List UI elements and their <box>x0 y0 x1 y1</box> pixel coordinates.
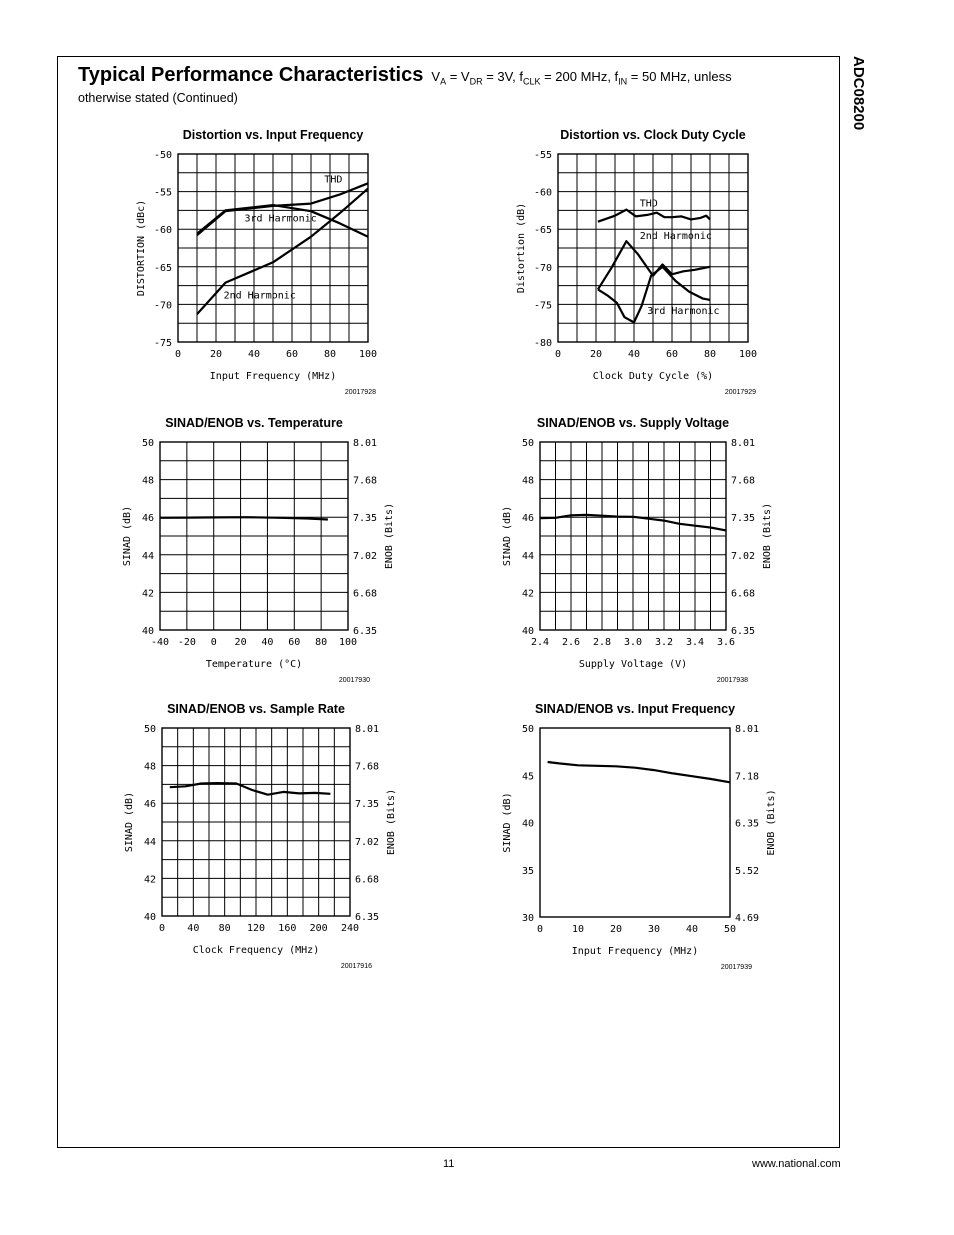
y2-tick-label: 5.52 <box>735 865 760 877</box>
y-tick-label: 35 <box>521 865 534 877</box>
section-title: Typical Performance Characteristics <box>78 64 424 86</box>
x-axis-label: Clock Frequency (MHz) <box>192 945 320 956</box>
y2-axis-label: ENOB (Bits) <box>384 502 395 570</box>
x-tick-label: 2.6 <box>561 637 581 648</box>
chart-title: SINAD/ENOB vs. Sample Rate <box>167 702 345 716</box>
y-tick-label: -65 <box>153 262 172 274</box>
x-tick-label: 0 <box>554 349 562 360</box>
x-tick-label: 200 <box>309 923 328 934</box>
chart-distortion-vs-input-frequency <box>110 120 430 405</box>
chart-sinad-vs-supply-voltage <box>490 408 810 693</box>
part-number-tab <box>845 56 875 176</box>
y-tick-label: 46 <box>141 513 154 525</box>
y-tick-label: 40 <box>141 626 154 637</box>
x-tick-label: 20 <box>209 349 223 360</box>
x-tick-label: 100 <box>358 349 378 360</box>
x-axis-label: Supply Voltage (V) <box>578 659 688 670</box>
y2-tick-label: 8.01 <box>353 438 378 449</box>
test-conditions: $V_A = V_{DR} = 3V$, $f_{CLK} = 200$ MHz, $f_{IN} = 50$ MHz, unless <box>431 69 732 87</box>
x-tick-label: 240 <box>340 923 360 934</box>
x-tick-label: 10 <box>571 924 585 935</box>
y-tick-label: 50 <box>143 724 156 735</box>
y-tick-label: -50 <box>153 150 172 161</box>
y-tick-label: 45 <box>521 771 534 783</box>
chart-title: SINAD/ENOB vs. Temperature <box>165 416 343 430</box>
y2-tick-label: 6.35 <box>735 818 760 830</box>
footer-url: www.national.com <box>752 1158 841 1170</box>
y-tick-label: 48 <box>141 475 154 487</box>
series-label: 3rd Harmonic <box>647 306 720 318</box>
y-tick-label: 44 <box>143 836 156 848</box>
x-tick-label: 0 <box>174 349 182 360</box>
figure-id: 20017930 <box>338 677 370 684</box>
figure-id: 20017928 <box>344 389 376 396</box>
x-tick-label: 40 <box>685 924 699 935</box>
series-label: 2nd Harmonic <box>639 230 712 242</box>
x-tick-label: 20 <box>234 637 247 648</box>
y2-tick-label: 8.01 <box>355 724 380 735</box>
y2-tick-label: 7.02 <box>355 836 380 848</box>
x-tick-label: 0 <box>210 637 217 648</box>
x-tick-label: 3.4 <box>685 637 705 648</box>
chart-title: Distortion vs. Input Frequency <box>182 128 364 142</box>
y-tick-label: 50 <box>521 438 534 449</box>
x-tick-label: 80 <box>315 637 328 648</box>
y-tick-label: 46 <box>521 513 534 525</box>
section-header <box>78 64 818 87</box>
x-tick-label: 160 <box>278 923 297 934</box>
x-tick-label: 40 <box>187 923 200 934</box>
x-tick-label: 60 <box>285 349 299 360</box>
page-number: 11 <box>443 1158 455 1170</box>
y-axis-label: SINAD (dB) <box>122 505 133 567</box>
x-tick-label: 60 <box>665 349 679 360</box>
chart-title: Distortion vs. Clock Duty Cycle <box>560 128 746 142</box>
y2-tick-label: 8.01 <box>731 438 756 449</box>
chart-title: SINAD/ENOB vs. Supply Voltage <box>536 416 730 430</box>
y2-tick-label: 4.69 <box>735 913 760 924</box>
y2-axis-label: ENOB (Bits) <box>386 788 397 856</box>
x-tick-label: 3.6 <box>716 637 736 648</box>
y-tick-label: 50 <box>141 438 154 449</box>
x-tick-label: 20 <box>609 924 623 935</box>
y2-tick-label: 6.35 <box>355 912 380 923</box>
x-tick-label: 3.2 <box>654 637 674 648</box>
y-tick-label: -60 <box>153 225 172 237</box>
x-axis-label: Input Frequency (MHz) <box>209 371 337 382</box>
y2-tick-label: 8.01 <box>735 724 760 735</box>
x-tick-label: 80 <box>218 923 231 934</box>
y-tick-label: 48 <box>143 761 156 773</box>
y-tick-label: -75 <box>533 300 552 312</box>
x-tick-label: 3.0 <box>623 637 643 648</box>
y2-tick-label: 7.68 <box>731 475 756 487</box>
y-tick-label: -70 <box>533 262 552 274</box>
x-axis-label: Input Frequency (MHz) <box>571 946 699 957</box>
series-label: 3rd Harmonic <box>244 213 317 225</box>
y-tick-label: 40 <box>521 818 534 830</box>
x-tick-label: 2.4 <box>530 637 550 648</box>
x-tick-label: 100 <box>338 637 358 648</box>
y-tick-label: -60 <box>533 187 552 199</box>
y2-axis-label: ENOB (Bits) <box>766 789 777 856</box>
y-tick-label: 42 <box>141 588 154 600</box>
series-label: THD <box>324 174 343 186</box>
y-tick-label: 46 <box>143 799 156 811</box>
x-tick-label: 100 <box>738 349 758 360</box>
figure-id: 20017916 <box>340 963 372 970</box>
chart-sinad-vs-sample-rate <box>110 694 430 979</box>
y-tick-label: -55 <box>533 150 552 161</box>
y-tick-label: -75 <box>153 338 172 349</box>
y-tick-label: 44 <box>521 550 534 562</box>
chart-svg <box>110 120 430 405</box>
chart-svg <box>490 408 810 693</box>
series-label: 2nd Harmonic <box>223 290 296 302</box>
y2-tick-label: 7.02 <box>731 550 756 562</box>
y-tick-label: -70 <box>153 300 172 312</box>
x-tick-label: 60 <box>288 637 301 648</box>
y2-tick-label: 7.18 <box>735 771 760 783</box>
y-tick-label: 40 <box>143 912 156 923</box>
x-tick-label: 0 <box>158 923 166 934</box>
y2-tick-label: 7.68 <box>355 761 380 773</box>
series-line-sinad <box>160 517 328 519</box>
y-tick-label: 44 <box>141 550 154 562</box>
series-label: THD <box>639 198 658 210</box>
y-axis-label: SINAD (dB) <box>502 505 513 567</box>
x-tick-label: -20 <box>177 637 196 648</box>
chart-svg <box>490 120 810 405</box>
y2-tick-label: 6.68 <box>731 588 756 600</box>
y-tick-label: -65 <box>533 225 552 237</box>
chart-sinad-vs-temperature <box>110 408 430 693</box>
x-axis-label: Clock Duty Cycle (%) <box>592 371 714 382</box>
chart-svg <box>110 408 430 693</box>
x-tick-label: -40 <box>150 637 170 648</box>
x-tick-label: 0 <box>536 924 544 935</box>
y-tick-label: -80 <box>533 338 552 349</box>
figure-id: 20017938 <box>716 677 748 684</box>
y-tick-label: 48 <box>521 475 534 487</box>
y-tick-label: 40 <box>521 626 534 637</box>
part-number: ADC08200 <box>850 56 867 131</box>
y-tick-label: 50 <box>521 724 534 735</box>
x-tick-label: 40 <box>247 349 261 360</box>
y2-tick-label: 7.68 <box>353 475 378 487</box>
y-axis-label: DISTORTION (dBc) <box>136 199 147 297</box>
y2-tick-label: 6.35 <box>731 626 756 637</box>
figure-id: 20017939 <box>720 964 752 971</box>
chart-svg <box>490 694 810 979</box>
chart-title: SINAD/ENOB vs. Input Frequency <box>534 702 736 716</box>
x-tick-label: 80 <box>703 349 717 360</box>
y2-axis-label: ENOB (Bits) <box>762 502 773 570</box>
x-tick-label: 2.8 <box>592 637 612 648</box>
y2-tick-label: 7.02 <box>353 550 378 562</box>
series-line-sinad <box>548 762 730 782</box>
y2-tick-label: 7.35 <box>355 799 380 811</box>
series-line-thd <box>197 183 368 235</box>
x-tick-label: 40 <box>261 637 274 648</box>
figure-id: 20017929 <box>724 389 756 396</box>
y2-tick-label: 6.68 <box>355 874 380 886</box>
y2-tick-label: 6.68 <box>353 588 378 600</box>
x-tick-label: 30 <box>647 924 661 935</box>
plot-frame <box>540 728 730 917</box>
y-axis-label: SINAD (dB) <box>124 791 135 853</box>
y2-tick-label: 7.35 <box>731 513 756 525</box>
y-tick-label: 42 <box>143 874 156 886</box>
x-tick-label: 40 <box>627 349 641 360</box>
x-tick-label: 120 <box>246 923 266 934</box>
y2-tick-label: 6.35 <box>353 626 378 637</box>
x-tick-label: 20 <box>589 349 603 360</box>
y-axis-label: Distortion (dB) <box>516 202 527 294</box>
x-tick-label: 80 <box>323 349 337 360</box>
y-tick-label: 42 <box>521 588 534 600</box>
y-axis-label: SINAD (dB) <box>502 792 513 853</box>
chart-svg <box>110 694 430 979</box>
x-tick-label: 50 <box>723 924 737 935</box>
chart-distortion-vs-clock-duty-cycle <box>490 120 810 405</box>
y2-tick-label: 7.35 <box>353 513 378 525</box>
x-axis-label: Temperature (°C) <box>205 659 303 670</box>
y-tick-label: -55 <box>153 187 172 199</box>
chart-sinad-vs-input-frequency <box>490 694 810 979</box>
y-tick-label: 30 <box>521 913 534 924</box>
test-conditions-continued: otherwise stated (Continued) <box>78 91 238 105</box>
